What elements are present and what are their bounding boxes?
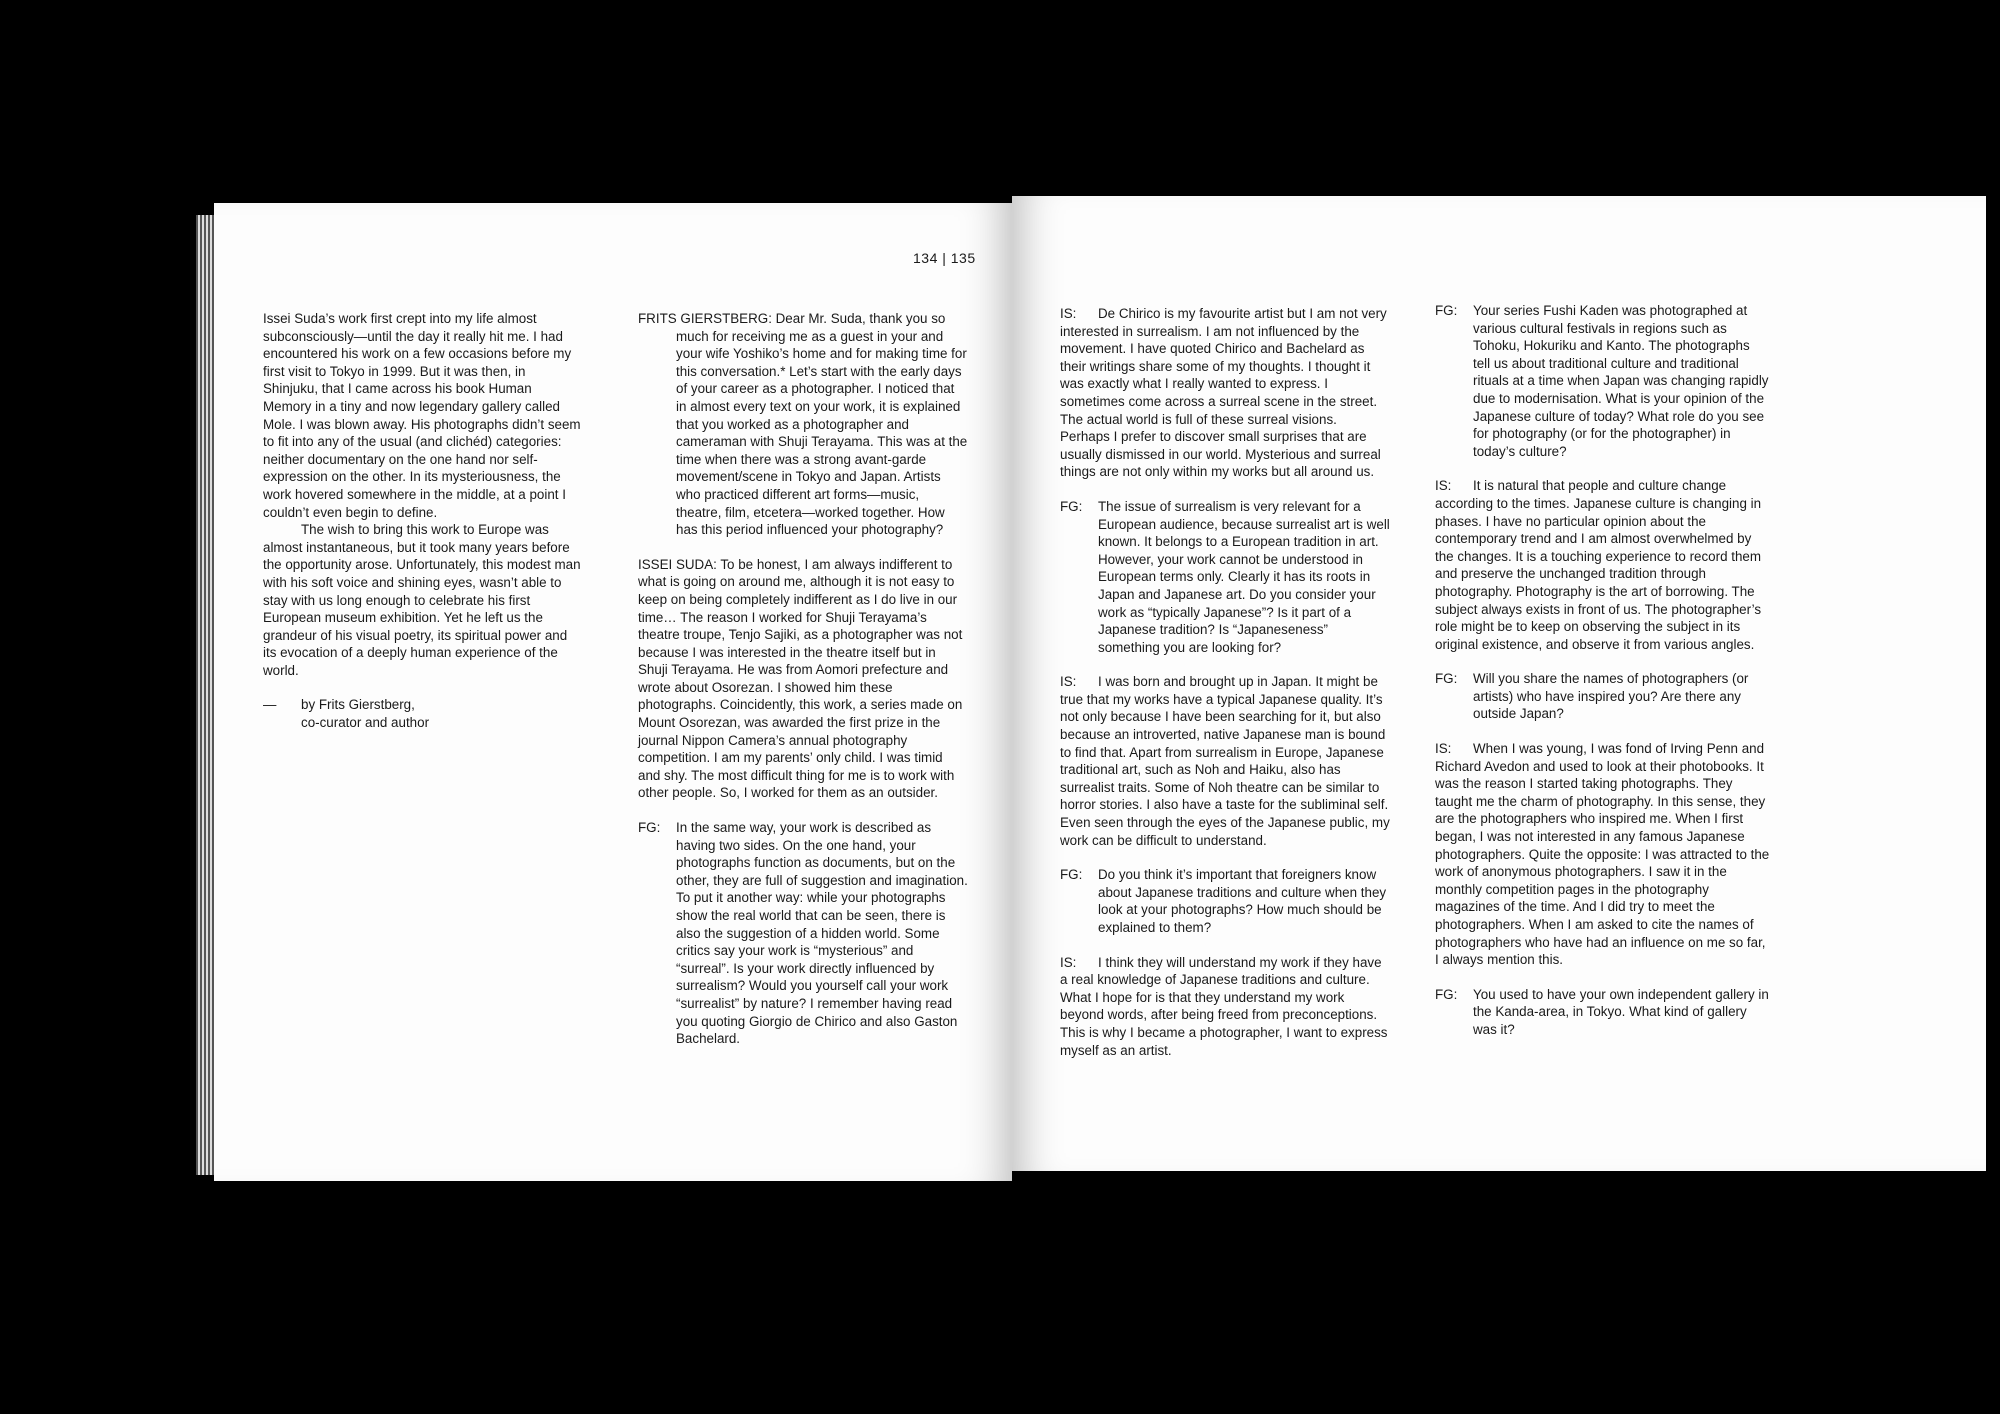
answer-6-label: IS: [1435,741,1452,757]
question-3-label: FG: [1060,498,1083,514]
question-3 [1060,498,1390,656]
byline-dash: — [263,697,277,713]
answer-1: ISSEI SUDA: To be honest, I am always indifferent to what is going on around me, although it is not easy to keep on being completely indifferent as I do live in our time… The reason I worked for Shuji Terayama’s theatre troupe, Tenjo Sajiki, as a photographer was not because I was interested in the theatre itself but in Shuji Terayama. He was from Aomori prefecture and wrote about Osorezan. I showed him these photographs. Coincidently, this work, a series made on Mount Osorezan, was awarded the first prize in the journal Nippon Camera’s annual photography competition. I am my parents’ only child. I was timid and shy. The most difficult thing for me is to work with other people. So, I worked for them as an outsider. [638,556,963,801]
intro-paragraph-1: Issei Suda’s work first crept into my life almost subconsciously—until the day it really hit me. I had encountered his work on a few occasions before my first visit to Tokyo in 1999. But it was then, in Shinjuku, that I came across his book Human Memory in a tiny and now legendary gallery called Mole. I was blown away. His photographs didn’t seem to fit into any of the usual (and clichéd) categories: neither documentary on the one hand nor self-expression on the other. In its mysteriousness, the work hovered somewhere in the middle, at a point I couldn’t even begin to define. [263,311,581,520]
answer-4-text: I think they will understand my work if they have a real knowledge of Japanese traditions and culture. What I hope for is that they understand my work beyond words, after being freed from preconceptions. This is why I became a photographer, I want to express myself as an artist. [1060,954,1388,1058]
interview-column-2 [638,310,968,1065]
interview-column-4 [1435,302,1770,1056]
answer-3-label: IS: [1060,674,1077,690]
question-2 [638,819,968,1048]
answer-5-label: IS: [1435,478,1452,494]
question-5 [1435,302,1770,460]
answer-2-label: IS: [1060,306,1077,321]
intro-paragraph-2: The wish to bring this work to Europe was almost instantaneous, but it took many years before the opportunity arose. Unfortunately, this modest man with his soft voice and shining eyes, wasn’t able to stay with us long enough to celebrate his first European museum exhibition. Yet he left us the grandeur of his visual poetry, its spiritual power and its evocation of a deeply human experience of the world. [263,522,581,678]
byline-author: by Frits Gierstberg, [301,697,415,713]
answer-4 [1060,954,1390,1060]
question-6-label: FG: [1435,671,1458,687]
byline [263,696,583,731]
question-1: FRITS GIERSTBERG: Dear Mr. Suda, thank you so much for receiving me as a guest in your and your wife Yoshiko’s home and for making time for this conversation.* Let’s start with the early days of your career as a photographer. I noticed that in almost every text on your work, it is explained that you worked as a photographer and cameraman with Shuji Terayama. This was at the time when there was a strong avant-garde movement/scene in Tokyo and Japan. Artists who practiced different art forms—music, theatre, film, etcetera—worked together. How has this period influenced your photography? [638,311,968,538]
answer-5-text: It is natural that people and culture change according to the times. Japanese culture is changing in phases. I have no particular opinion about the contemporary trend and I am almost overwhelmed by the changes. It is a touching experience to record them and preserve the unchanged tradition through photography. Photography is the art of borrowing. The subject always exists in front of us. The photographer’s role might be to keep on observing the subject in its original existence, and observe it from various angles. [1435,478,1762,652]
answer-3-text: I was born and brought up in Japan. It might be true that my works have a typical Japanese quality. It’s not only because I have been searching for it, but also because an introverted, native Japanese man is bound to find that. Apart from surrealism in Europe, Japanese traditional art, such as Noh and Haiku, also has surrealist traits. Some of Noh theatre can be similar to horror stories. I also have a taste for the subliminal self. Even seen through the eyes of the Japanese public, my work can be difficult to understand. [1060,674,1390,848]
question-5-label: FG: [1435,303,1458,318]
answer-2-text: De Chirico is my favourite artist but I am not very interested in surrealism. I am not influenced by the movement. I have quoted Chirico and Bachelard as their writings share some of my thoughts. I thought it was exactly what I really wanted to express. I sometimes come across a surreal scene in the street. The actual world is full of these surreal visions. Perhaps I prefer to discover small surprises that are usually dismissed in our world. Mysterious and surreal things are not only within my works but all around us. [1060,306,1387,480]
question-6-text: Will you share the names of photographers (or artists) who have inspired you? Are there any outside Japan? [1473,671,1749,722]
interview-column-3 [1060,305,1390,1076]
answer-4-label: IS: [1060,954,1077,970]
question-7 [1435,986,1770,1039]
question-7-text: You used to have your own independent gallery in the Kanda-area, in Tokyo. What kind of gallery was it? [1473,986,1769,1037]
answer-6-text: When I was young, I was fond of Irving Penn and Richard Avedon and used to look at their photobooks. It was the reason I started taking photographs. They taught me the charm of photography. In this sense, they are the photographers who inspired me. When I first began, I was not interested in any famous Japanese photographers. Quite the opposite: I was attracted to the work of anonymous photographers. I saw it in the monthly competition pages in the photography magazines of the time. And I did try to meet the photographers. When I am asked to cite the names of photographers who have had an influence on me so far, I always mention this. [1435,741,1770,968]
question-5-text: Your series Fushi Kaden was photographed at various cultural festivals in regions such as Tohoku, Hokuriku and Kanto. The photographs tell us about traditional culture and traditional rituals at a time when Japan was changing rapidly due to modernisation. What is your opinion of the Japanese culture of today? What role do you see for photography (or for the photographer) in today’s culture? [1473,303,1769,459]
question-6 [1435,670,1770,723]
intro-column [263,310,583,732]
question-4-text: Do you think it’s important that foreigners know about Japanese traditions and culture when they look at your photographs? How much should be explained to them? [1098,867,1387,935]
question-2-label: FG: [638,820,661,836]
question-3-text: The issue of surrealism is very relevant for a European audience, because surrealist art is well known. It belongs to a European tradition in art. However, your work cannot be understood in European terms only. Clearly it has its roots in Japan and Japanese art. Do you consider your work as “typically Japanese”? Is it part of a Japanese tradition? Is “Japaneseness” something you are looking for? [1098,498,1390,655]
question-7-label: FG: [1435,986,1458,1002]
answer-3 [1060,673,1390,849]
page-numbers: 134 | 135 [913,250,976,266]
answer-5 [1435,477,1770,653]
byline-role: co-curator and author [301,715,430,731]
answer-6 [1435,740,1770,969]
question-4 [1060,866,1390,936]
answer-2 [1060,305,1390,481]
question-2-text: In the same way, your work is described as having two sides. On the one hand, your photographs function as documents, but on the other, they are full of suggestion and imagination. To put it another way: while your photographs show the real world that can be seen, there is also the suggestion of a hidden world. Some critics say your work is “mysterious” and “surreal”. Is your work directly influenced by surrealism? Would you yourself call your work “surrealist” by nature? I remember having read you quoting Giorgio de Chirico and also Gaston Bachelard. [676,820,968,1047]
question-4-label: FG: [1060,867,1083,883]
